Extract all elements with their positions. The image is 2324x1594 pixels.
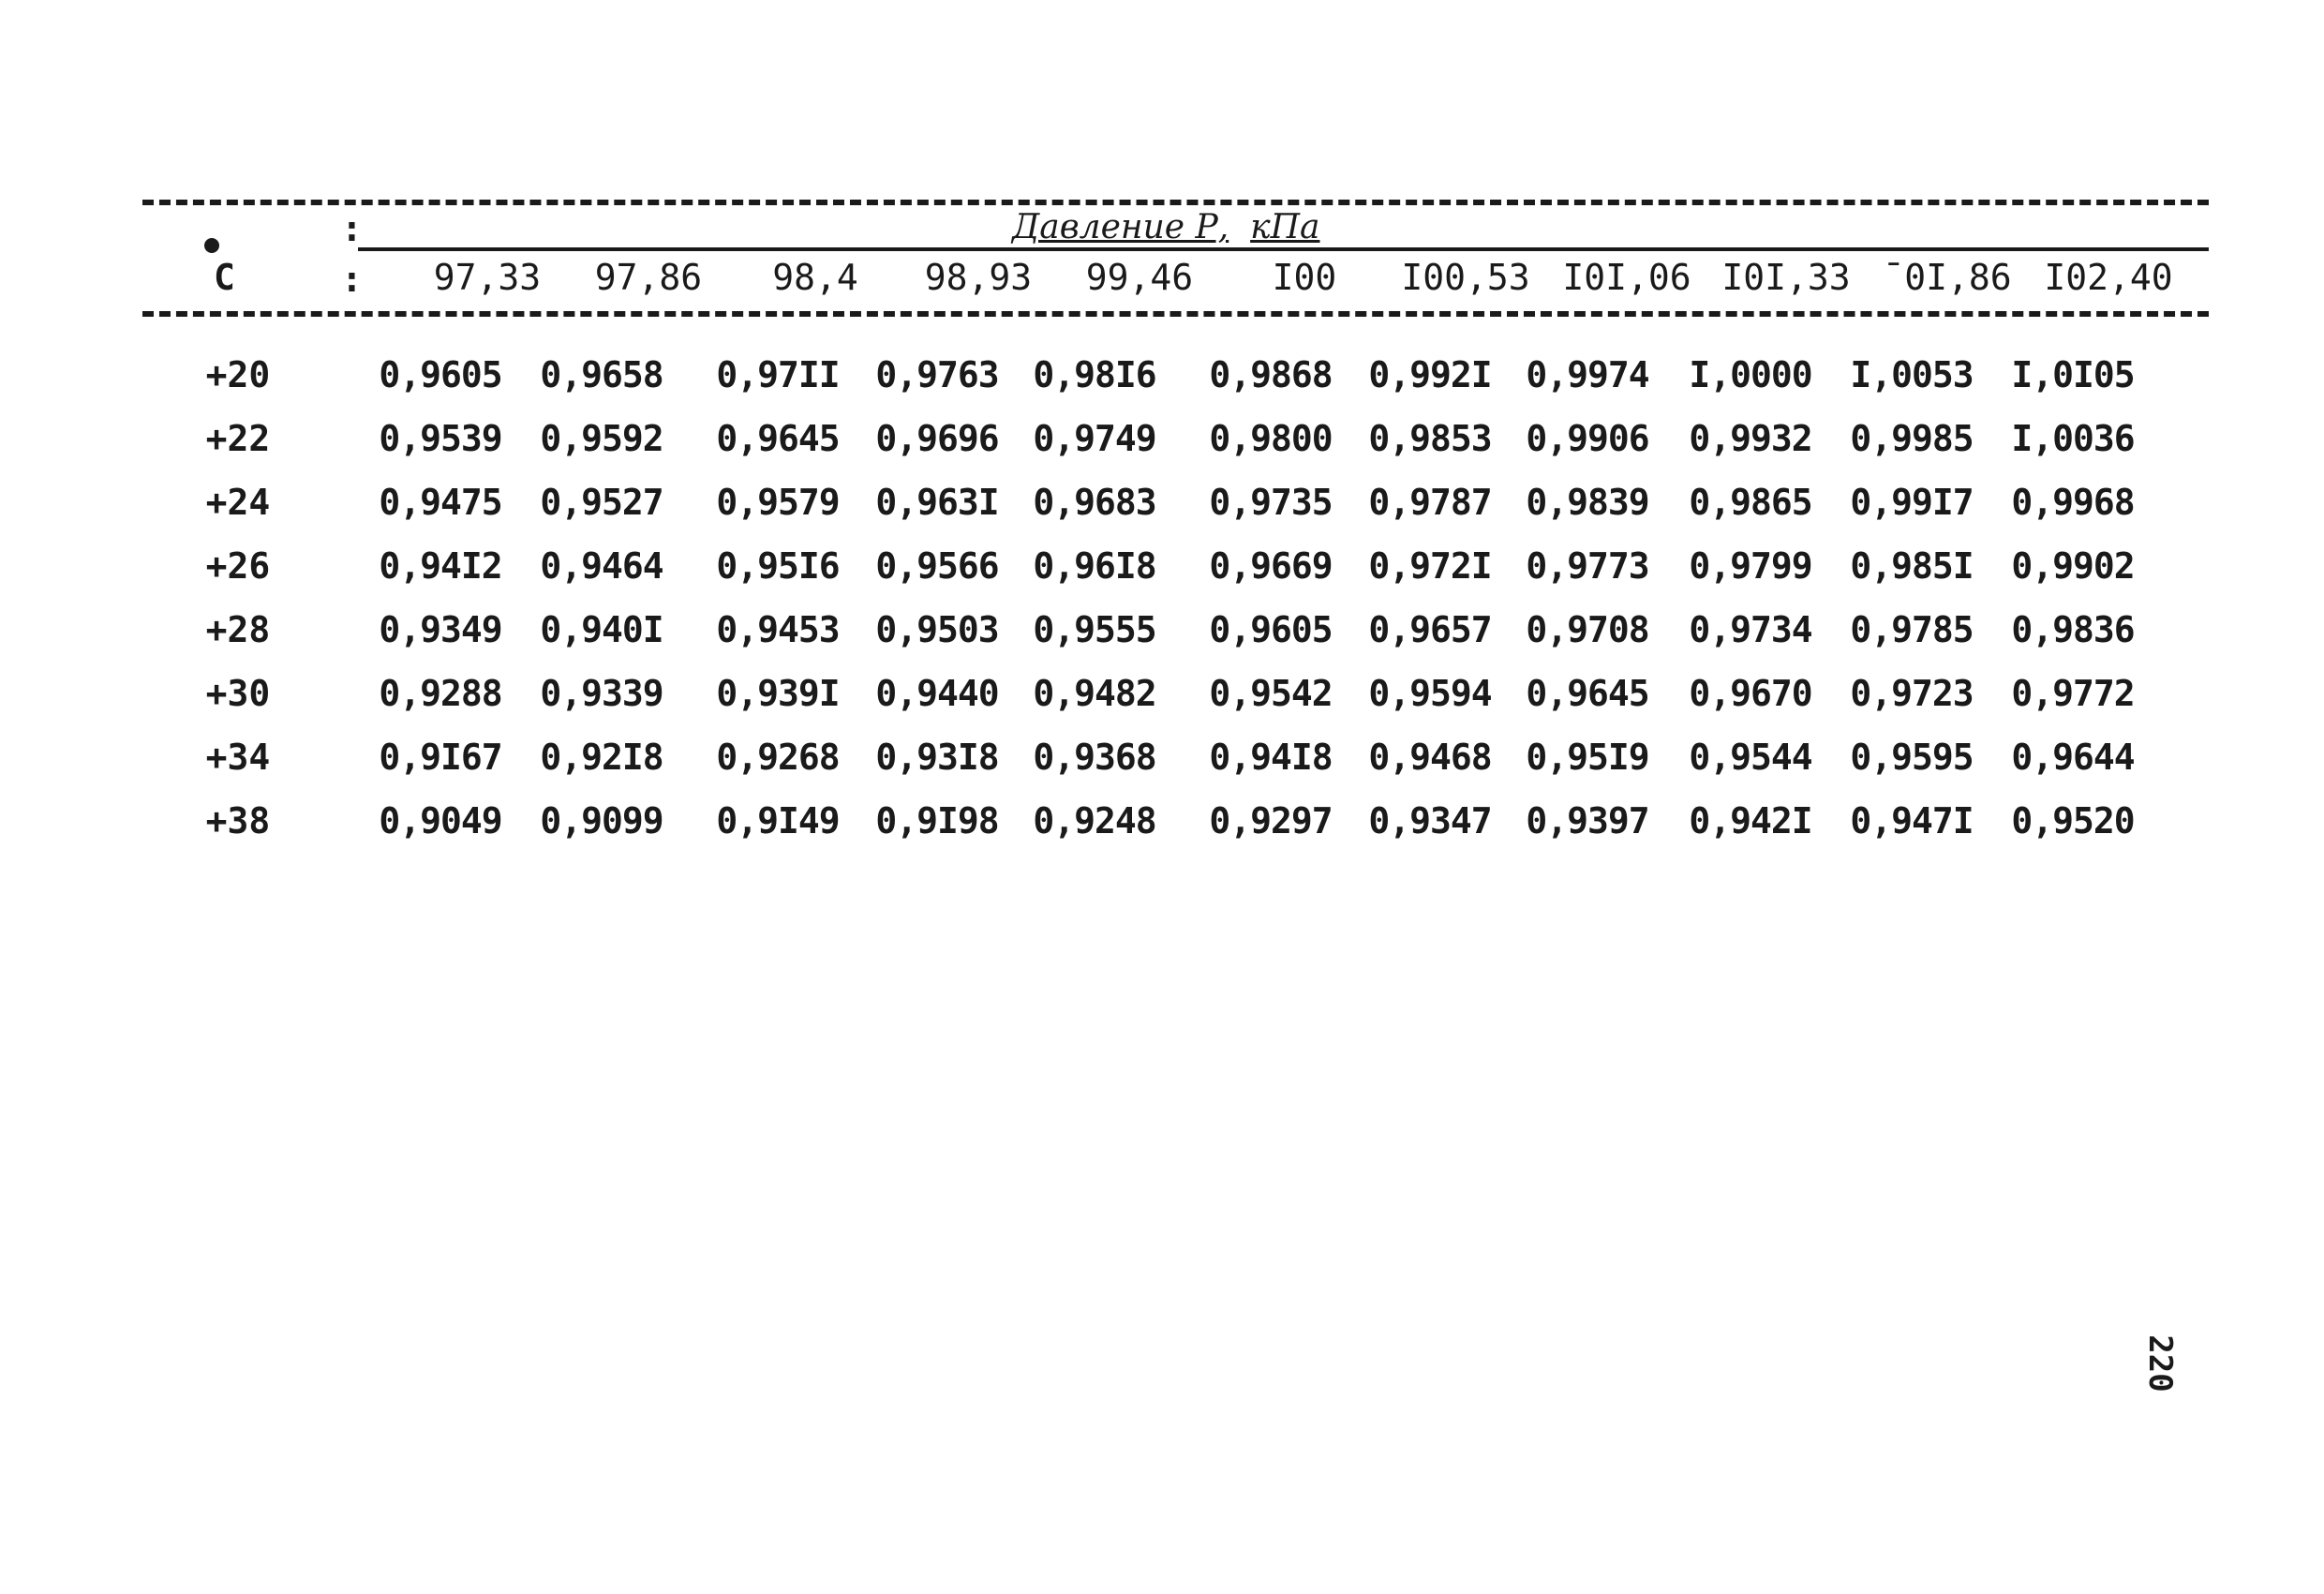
table-cell: 0,940I (540, 609, 663, 650)
pressure-header-rule (358, 247, 2209, 251)
table-cell: 0,9397 (1526, 800, 1649, 842)
table-cell: 0,9902 (2011, 545, 2135, 587)
pressure-column-header: 99,46 (1085, 257, 1194, 298)
table-cell: 0,92I8 (540, 737, 663, 778)
table-cell: I,0I05 (2011, 354, 2135, 395)
table-cell: 0,9968 (2011, 482, 2135, 523)
table-cell: 0,9542 (1209, 673, 1333, 714)
table-cell: 0,9696 (875, 418, 999, 459)
table-cell: 0,94I2 (379, 545, 502, 587)
table-cell: 0,9595 (1850, 737, 1974, 778)
table-cell: 0,9644 (2011, 737, 2135, 778)
table-cell: 0,9520 (2011, 800, 2135, 842)
table-cell: 0,9049 (379, 800, 502, 842)
table-cell: 0,9836 (2011, 609, 2135, 650)
temperature-row-label: +34 (205, 737, 271, 778)
table-cell: 0,9763 (875, 354, 999, 395)
table-cell: 0,9347 (1368, 800, 1492, 842)
pressure-unit-text: кПа (1250, 208, 1320, 246)
pressure-column-header: I00 (1272, 257, 1337, 298)
table-cell: 0,95I6 (716, 545, 840, 587)
table-cell: 0,9I67 (379, 737, 502, 778)
table-cell: 0,9288 (379, 673, 502, 714)
pressure-column-header: I00,53 (1401, 257, 1530, 298)
table-cell: 0,9555 (1033, 609, 1156, 650)
pressure-column-header: I0I,06 (1562, 257, 1691, 298)
table-cell: 0,9605 (379, 354, 502, 395)
table-cell: 0,9670 (1689, 673, 1812, 714)
table-cell: 0,9645 (1526, 673, 1649, 714)
table-cell: 0,9868 (1209, 354, 1333, 395)
table-cell: 0,9906 (1526, 418, 1649, 459)
table-cell: 0,9865 (1689, 482, 1812, 523)
table-cell: 0,963I (875, 482, 999, 523)
table-cell: 0,9503 (875, 609, 999, 650)
table-cell: 0,9592 (540, 418, 663, 459)
table-cell: 0,94I8 (1209, 737, 1333, 778)
temperature-row-label: +38 (205, 800, 271, 842)
table-cell: 0,939I (716, 673, 840, 714)
temperature-row-label: +22 (205, 418, 271, 459)
table-cell: 0,9539 (379, 418, 502, 459)
table-cell: 0,992I (1368, 354, 1492, 395)
table-cell: 0,9985 (1850, 418, 1974, 459)
page-number: 220 (2141, 1334, 2179, 1393)
pressure-group-title (1012, 208, 1319, 246)
temperature-row-label: +30 (205, 673, 271, 714)
table-cell: 0,9I49 (716, 800, 840, 842)
table-cell: 0,9773 (1526, 545, 1649, 587)
temperature-row-label: +20 (205, 354, 271, 395)
table-cell: 0,9735 (1209, 482, 1333, 523)
pressure-column-header: ˉ0I,86 (1883, 257, 2012, 298)
table-cell: 0,9800 (1209, 418, 1333, 459)
temperature-row-label: +28 (205, 609, 271, 650)
table-cell: 0,9974 (1526, 354, 1649, 395)
table-cell: 0,9579 (716, 482, 840, 523)
table-cell: 0,9527 (540, 482, 663, 523)
degree-icon (204, 238, 219, 253)
table-cell: 0,9482 (1033, 673, 1156, 714)
table-cell: 0,9772 (2011, 673, 2135, 714)
table-cell: 0,9932 (1689, 418, 1812, 459)
header-colon-top: : (341, 208, 363, 249)
table-cell: 0,9723 (1850, 673, 1974, 714)
table-cell: 0,9734 (1689, 609, 1812, 650)
header-colon-bottom: : (341, 259, 363, 300)
table-cell: 0,9368 (1033, 737, 1156, 778)
table-cell: 0,93I8 (875, 737, 999, 778)
temperature-row-label: +24 (205, 482, 271, 523)
table-cell: 0,9658 (540, 354, 663, 395)
table-cell: 0,947I (1850, 800, 1974, 842)
table-cell: 0,9708 (1526, 609, 1649, 650)
table-cell: 0,9594 (1368, 673, 1492, 714)
table-cell: 0,9645 (716, 418, 840, 459)
temperature-unit-label: C (214, 257, 235, 298)
table-cell: 0,9605 (1209, 609, 1333, 650)
pressure-column-header: 97,86 (594, 257, 703, 298)
table-cell: 0,9453 (716, 609, 840, 650)
table-cell: 0,9683 (1033, 482, 1156, 523)
table-cell: 0,9475 (379, 482, 502, 523)
table-cell: 0,99I7 (1850, 482, 1974, 523)
table-cell: 0,972I (1368, 545, 1492, 587)
table-cell: 0,9297 (1209, 800, 1333, 842)
table-header-rule (142, 311, 2209, 317)
table-cell: 0,942I (1689, 800, 1812, 842)
table-cell: I,0036 (2011, 418, 2135, 459)
table-cell: 0,9339 (540, 673, 663, 714)
table-cell: 0,9468 (1368, 737, 1492, 778)
table-cell: 0,9787 (1368, 482, 1492, 523)
table-cell: 0,9464 (540, 545, 663, 587)
temperature-row-label: +26 (205, 545, 271, 587)
pressure-column-header: I0I,33 (1721, 257, 1851, 298)
table-cell: I,0000 (1689, 354, 1812, 395)
table-cell: 0,96I8 (1033, 545, 1156, 587)
table-cell: 0,9839 (1526, 482, 1649, 523)
pressure-column-header: 98,4 (772, 257, 858, 298)
table-cell: 0,9799 (1689, 545, 1812, 587)
table-cell: 0,9I98 (875, 800, 999, 842)
table-cell: 0,9099 (540, 800, 663, 842)
table-cell: 0,985I (1850, 545, 1974, 587)
table-cell: 0,95I9 (1526, 737, 1649, 778)
table-cell: 0,9440 (875, 673, 999, 714)
pressure-title-text: Давление Р, (1012, 208, 1229, 246)
table-cell: 0,9853 (1368, 418, 1492, 459)
table-top-rule (142, 200, 2209, 205)
table-cell: 0,9248 (1033, 800, 1156, 842)
table-cell: I,0053 (1850, 354, 1974, 395)
table-cell: 0,9268 (716, 737, 840, 778)
pressure-column-header: 97,33 (433, 257, 542, 298)
table-cell: 0,9657 (1368, 609, 1492, 650)
table-cell: 0,98I6 (1033, 354, 1156, 395)
table-cell: 0,9669 (1209, 545, 1333, 587)
table-cell: 0,97II (716, 354, 840, 395)
table-cell: 0,9566 (875, 545, 999, 587)
table-cell: 0,9749 (1033, 418, 1156, 459)
pressure-column-header: I02,40 (2044, 257, 2173, 298)
pressure-column-header: 98,93 (924, 257, 1033, 298)
table-cell: 0,9544 (1689, 737, 1812, 778)
table-cell: 0,9349 (379, 609, 502, 650)
table-cell: 0,9785 (1850, 609, 1974, 650)
